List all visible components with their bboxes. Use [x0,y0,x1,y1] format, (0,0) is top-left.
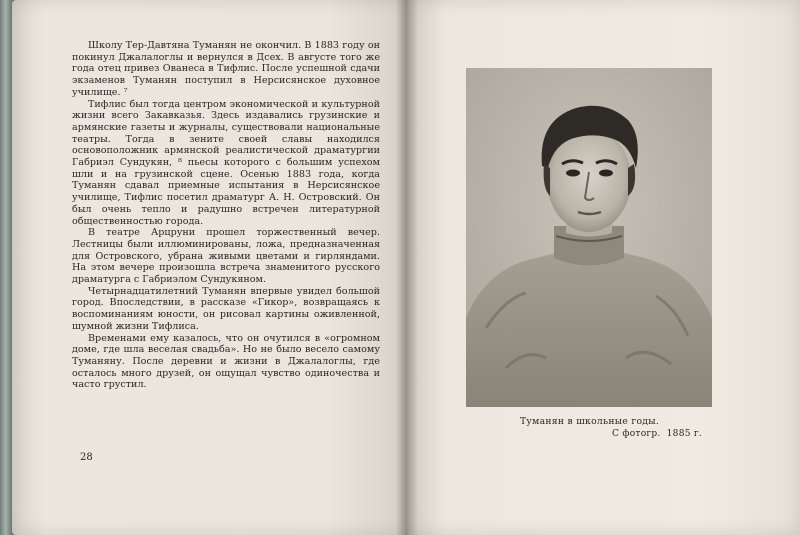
paragraph-3: В театре Арцруни прошел торжественный вечер. Лестницы были иллюминированы, ложа, предназначенная для Островского, убрана живыми цветами и гирляндами. На этом вечере произошла встреча знаменитого русского драматурга с Габриэлом Сундукяном. [72,227,380,286]
book-gutter [396,0,418,535]
portrait-photo [466,68,712,407]
portrait-illustration [466,68,712,407]
paragraph-2: Тифлис был тогда центром экономической и культурной жизни всего Закавказья. Здесь издавались грузинские и армянские газеты и журналы, существовали национальные театры. Тогда в зените своей славы находился основоположник армянской реалистической драматургии Габриэл Сундукян, ⁸ пьесы которого с большим успехом шли и на грузинской сцене. Осенью 1883 года, когда Туманян сдавал приемные испытания в Нерсисянское училище, Тифлис посетил драматург А. Н. Островский. Он был очень тепло и радушно встречен литературной общественностью города. [72,98,380,227]
left-page-text [72,40,380,391]
paragraph-5: Временами ему казалось, что он очутился в «огромном доме, где шла веселая свадьба». Но не было весело самому Туманяну. После деревни и жизни в Джалалоглы, где осталось много друзей, он ощущал чувство одиночества и часто грустил. [72,332,380,391]
photo-credit-source: С фотогр. [612,429,661,439]
paragraph-4: Четырнадцатилетний Туманян впервые увидел большой город. Впоследствии, в рассказе «Гикор», возвращаясь к воспоминаниям юности, он рисовал картины оживленной, шумной жизни Тифлиса. [72,285,380,332]
paragraph-1: Школу Тер-Давтяна Туманян не окончил. В 1883 году он покинул Джалалоглы и вернулся в Дсех. В августе того же года отец привез Ованеса в Тифлис. После успешной сдачи экзаменов Туманян поступил в Нерсисянское духовное училище. ⁷ [72,40,380,98]
photo-caption: Туманян в школьные годы. [520,416,660,427]
photo-credit [612,429,702,439]
left-page [12,0,406,535]
page-number: 28 [80,452,93,463]
photo-credit-year: 1885 г. [666,429,703,439]
